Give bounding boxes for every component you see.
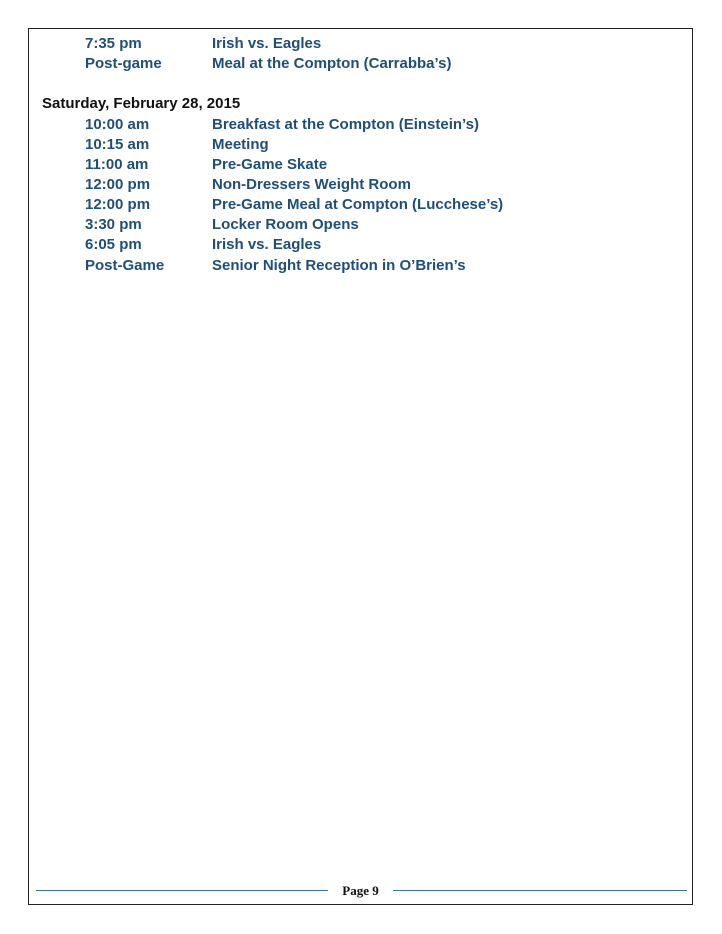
schedule-time: 10:00 am <box>85 116 150 133</box>
schedule-event: Meal at the Compton (Carrabba’s) <box>212 55 452 72</box>
schedule-event: Senior Night Reception in O’Brien’s <box>212 257 466 274</box>
schedule-time: 12:00 pm <box>85 176 151 193</box>
schedule-event: Locker Room Opens <box>212 216 359 233</box>
page-number: Page 9 <box>342 883 379 898</box>
schedule-time: Post-game <box>85 55 162 72</box>
schedule-event: Pre-Game Meal at Compton (Lucchese’s) <box>212 196 504 213</box>
schedule-time: 11:00 am <box>85 156 149 173</box>
schedule-time: 7:35 pm <box>85 35 142 52</box>
schedule-time: 12:00 pm <box>85 196 151 213</box>
schedule-event: Breakfast at the Compton (Einstein’s) <box>212 116 479 133</box>
schedule-event: Irish vs. Eagles <box>212 35 322 52</box>
schedule-time: 6:05 pm <box>85 236 142 253</box>
schedule-event: Pre-Game Skate <box>212 156 328 173</box>
schedule-time: 10:15 am <box>85 136 150 153</box>
schedule-event: Irish vs. Eagles <box>212 236 322 253</box>
day-heading: Saturday, February 28, 2015 <box>42 95 241 112</box>
schedule-time: Post-Game <box>85 257 165 274</box>
schedule-time: 3:30 pm <box>85 216 142 233</box>
schedule-event: Non-Dressers Weight Room <box>212 176 411 193</box>
schedule-event: Meeting <box>212 136 269 153</box>
footer-rule-right <box>393 890 687 891</box>
footer-rule-left <box>36 890 328 891</box>
